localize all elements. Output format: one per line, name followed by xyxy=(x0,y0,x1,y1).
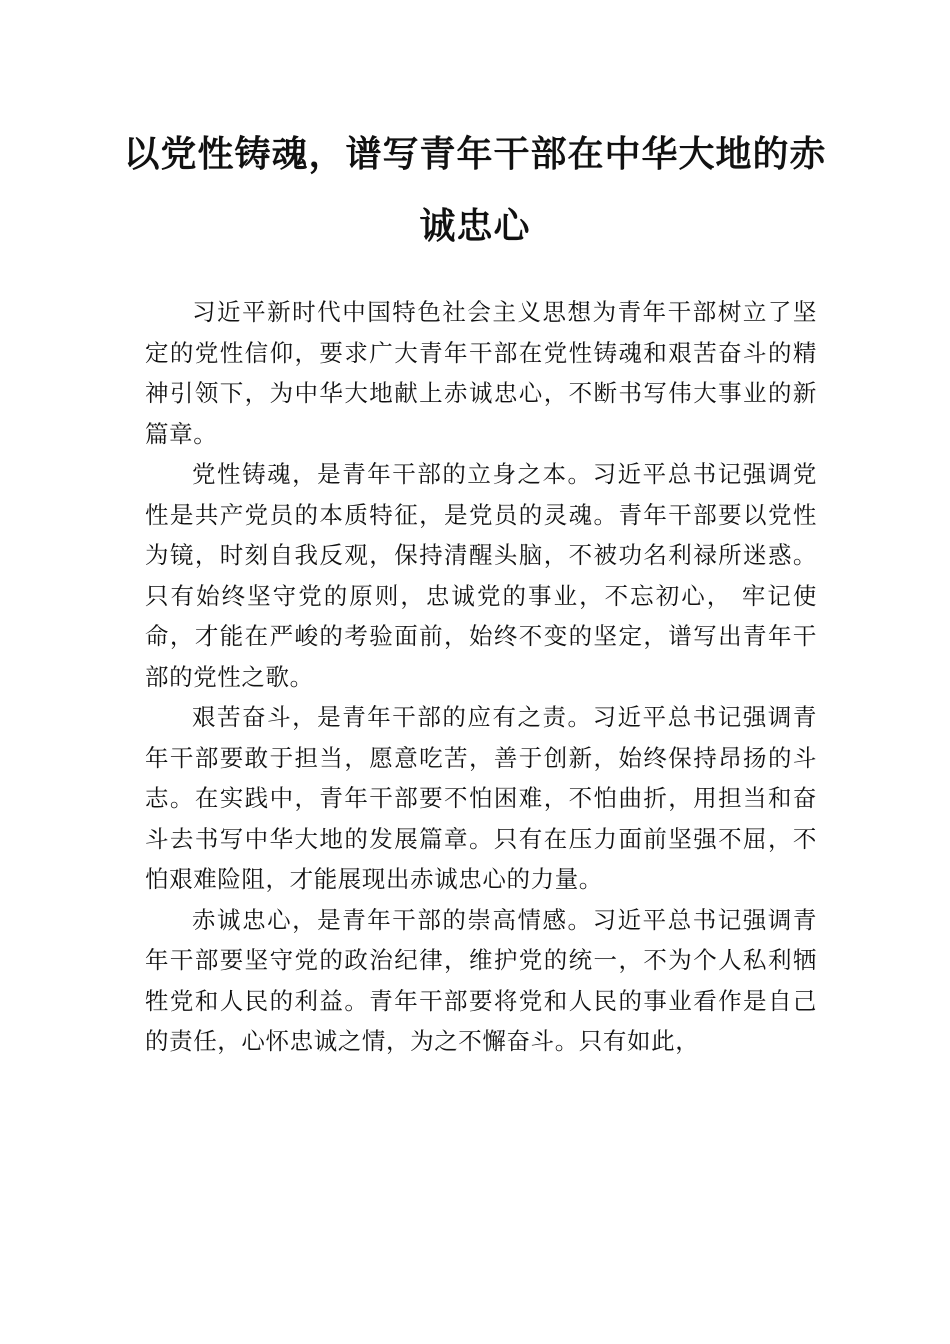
title-line-2: 诚忠心 xyxy=(419,205,531,247)
paragraph-party-spirit: 党性铸魂，是青年干部的立身之本。习近平总书记强调党性是共产党员的本质特征，是党员的灵魂。青年干部要以党性为镜，时刻自我反观，保持清醒头脑，不被功名利禄所迷惑。只有始终坚守党的原则，忠诚党的事业，不忘初心， 牢记使命，才能在严峻的考验面前，始终不变的坚定，谱写出青年干部的党性之歌。 xyxy=(145,460,817,691)
paragraph-loyalty: 赤诚忠心，是青年干部的崇高情感。习近平总书记强调青年干部要坚守党的政治纪律，维护党的统一，不为个人私利牺牲党和人民的利益。青年干部要将党和人民的事业看作是自己的责任，心怀忠诚之情，为之不懈奋斗。只有如此， xyxy=(145,905,817,1055)
title-line-1: 以党性铸魂，谱写青年干部在中华大地的赤 xyxy=(123,133,827,175)
paragraph-intro: 习近平新时代中国特色社会主义思想为青年干部树立了坚定的党性信仰，要求广大青年干部在党性铸魂和艰苦奋斗的精神引领下，为中华大地献上赤诚忠心，不断书写伟大事业的新篇章。 xyxy=(145,298,817,448)
document-body xyxy=(145,292,817,1062)
document-title xyxy=(120,118,830,262)
paragraph-hard-work: 艰苦奋斗，是青年干部的应有之责。习近平总书记强调青年干部要敢于担当，愿意吃苦，善于创新，始终保持昂扬的斗志。在实践中，青年干部要不怕困难，不怕曲折，用担当和奋斗去书写中华大地的发展篇章。只有在压力面前坚强不屈，不怕艰难险阻，才能展现出赤诚忠心的力量。 xyxy=(145,703,817,893)
